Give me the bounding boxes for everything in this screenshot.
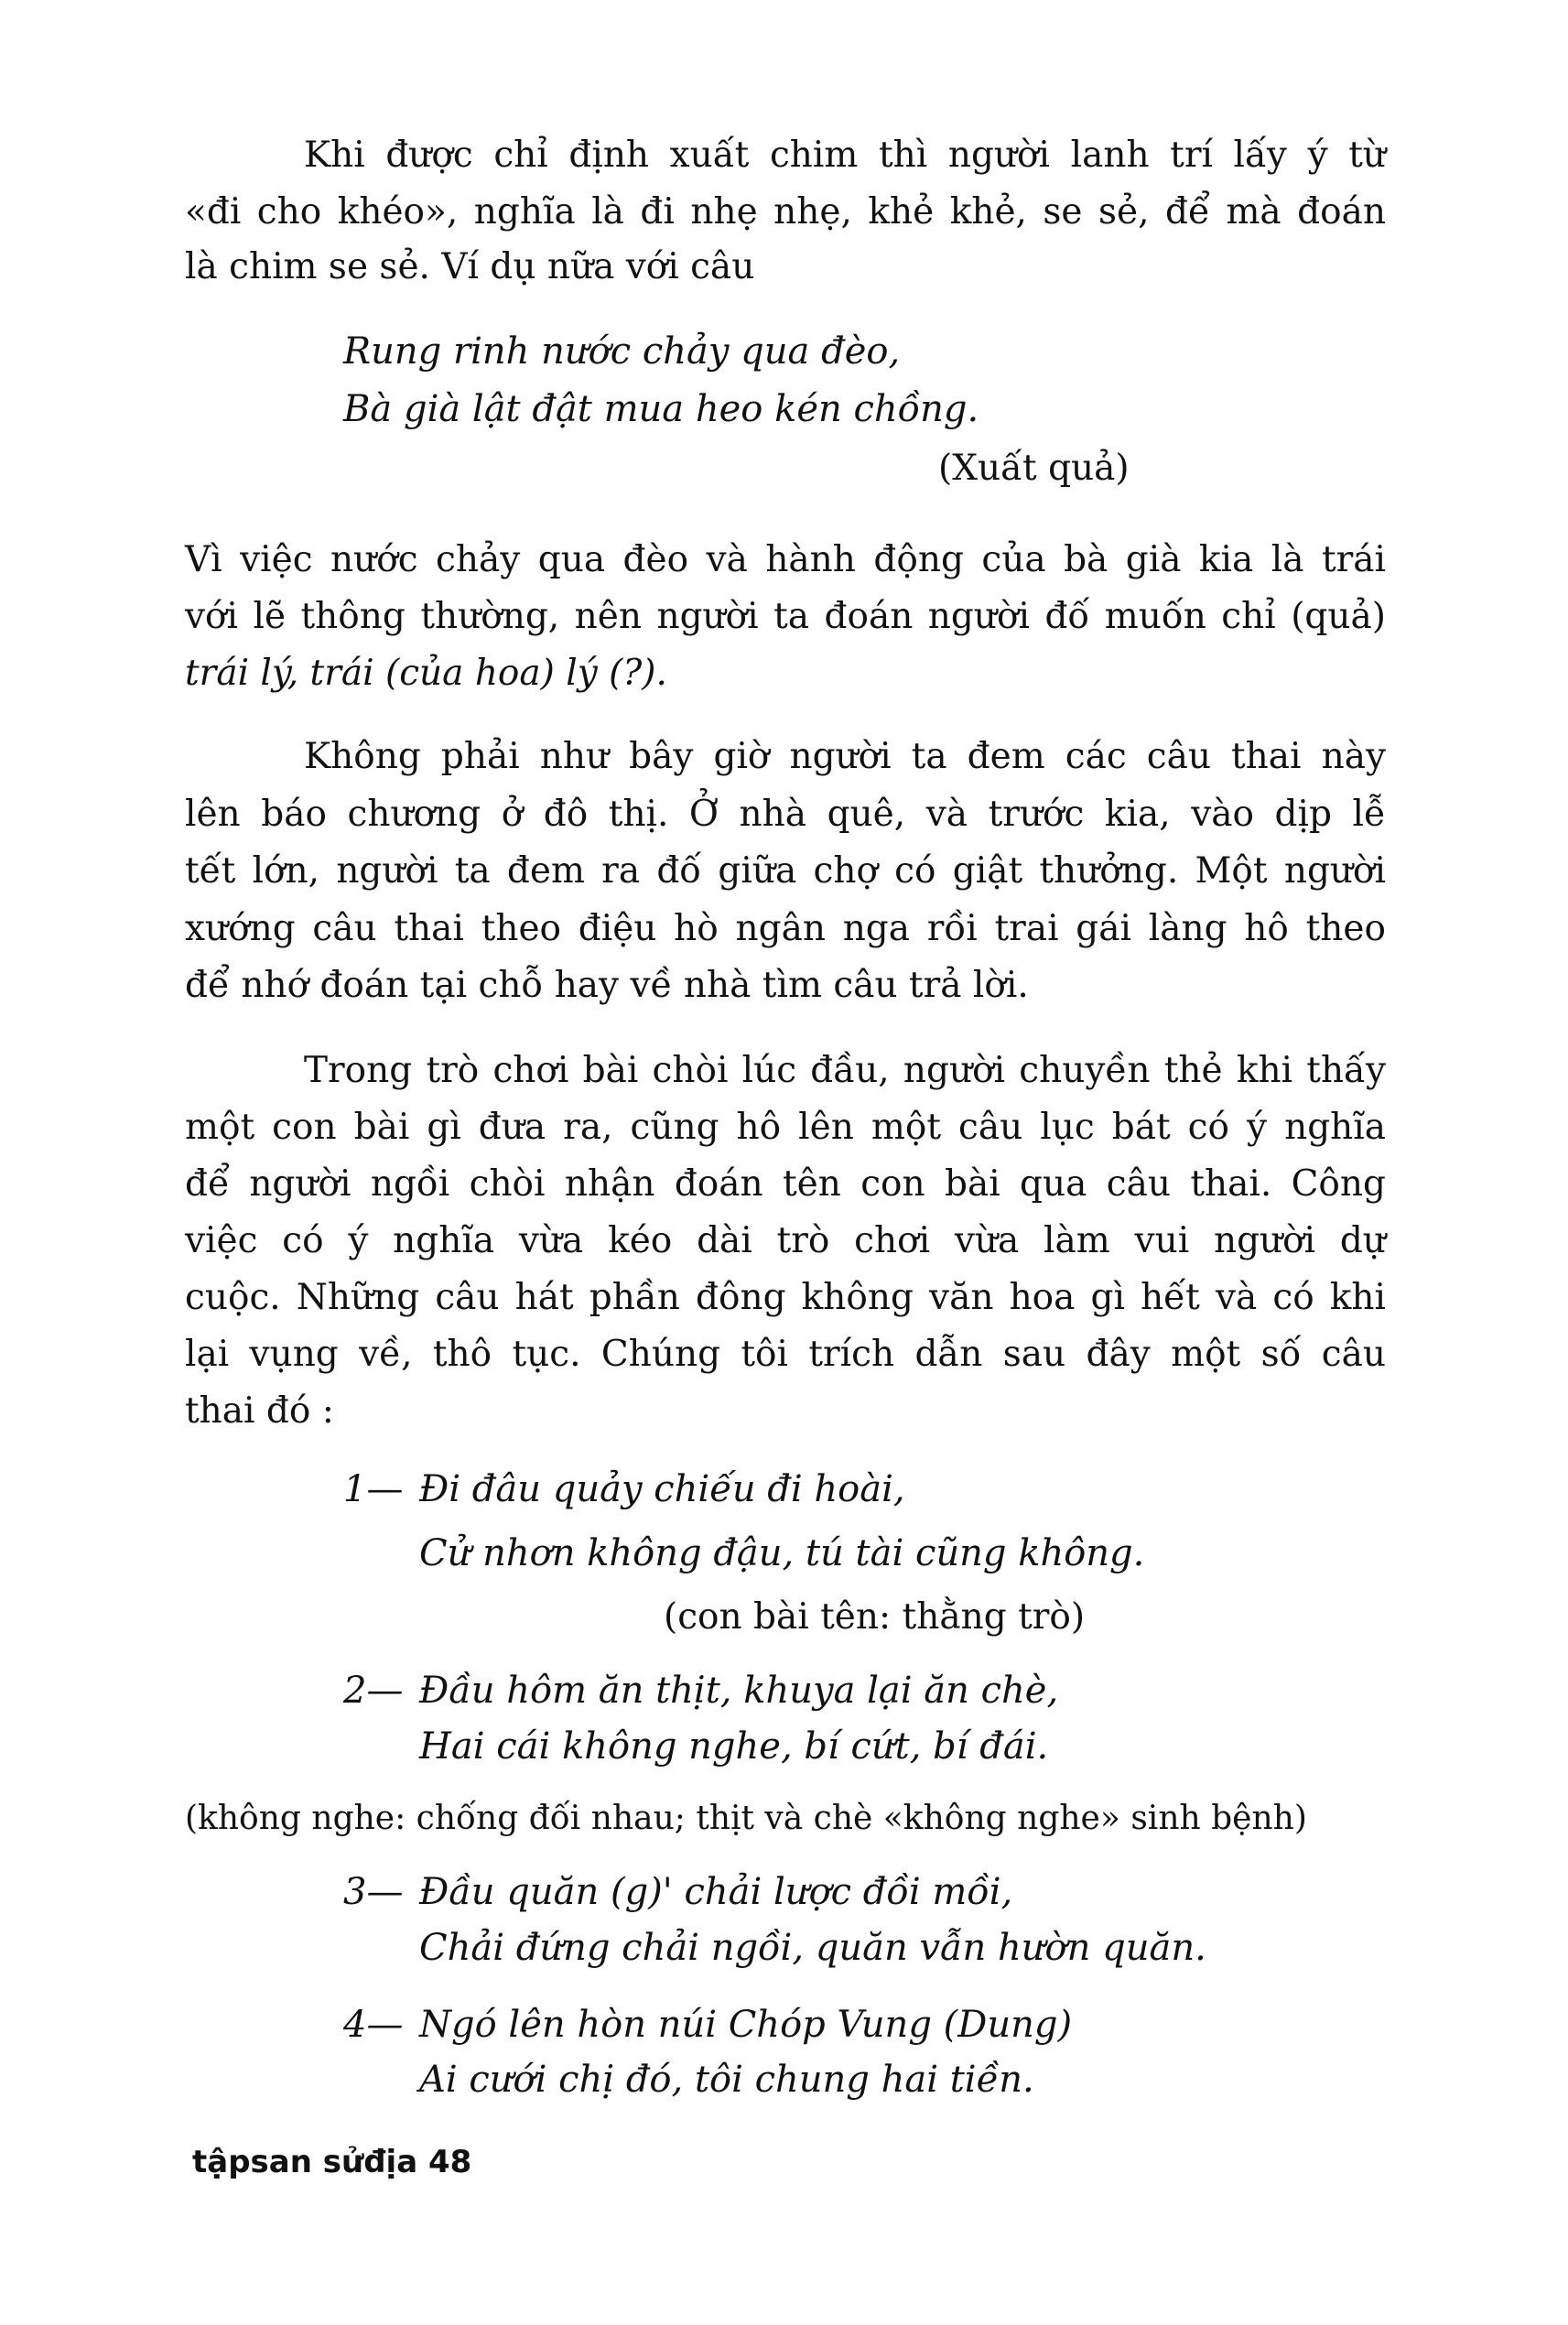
paragraph-1-line: Khi được chỉ định xuất chim thì người lanh trí lấy ý từ <box>304 135 1386 176</box>
riddle-answer: (con bài tên: thằng trò) <box>664 1596 1086 1638</box>
riddle-line: Hai cái không nghe, bí cứt, bí đái. <box>419 1725 1049 1768</box>
page-footer: tậpsan sửđịa 48 <box>192 2144 472 2180</box>
paragraph-3-line: lên báo chương ở đô thị. Ở nhà quê, và trước kia, vào dịp lễ <box>185 794 1386 835</box>
paragraph-4-line: lại vụng về, thô tục. Chúng tôi trích dẫn sau đây một số câu <box>185 1334 1386 1375</box>
riddle-line: Chải đứng chải ngồi, quăn vẫn hườn quăn. <box>419 1927 1206 1969</box>
paragraph-1-line: là chim se sẻ. Ví dụ nữa với câu <box>185 246 755 287</box>
paragraph-4-line: cuộc. Những câu hát phần đông không văn hoa gì hết và có khi <box>185 1277 1386 1318</box>
paragraph-1-line: «đi cho khéo», nghĩa là đi nhẹ nhẹ, khẻ khẻ, se sẻ, để mà đoán <box>185 191 1386 232</box>
paragraph-4-line: Trong trò chơi bài chòi lúc đầu, người chuyền thẻ khi thấy <box>304 1050 1386 1091</box>
riddle-number: 3— <box>343 1871 404 1913</box>
paragraph-4-line: để người ngồi chòi nhận đoán tên con bài qua câu thai. Công <box>185 1163 1386 1205</box>
verse-source: (Xuất quả) <box>938 448 1130 489</box>
paragraph-4-line: một con bài gì đưa ra, cũng hô lên một câu lục bát có ý nghĩa <box>185 1107 1386 1148</box>
paragraph-2-line: trái lý, trái (của hoa) lý (?). <box>185 653 667 694</box>
riddle-note: (không nghe: chống đối nhau; thịt và chè «không nghe» sinh bệnh) <box>185 1800 1307 1837</box>
paragraph-3-line: để nhớ đoán tại chỗ hay về nhà tìm câu trả lời. <box>185 965 1029 1006</box>
riddle-number: 4— <box>343 2004 404 2046</box>
riddle-line: Cử nhơn không đậu, tú tài cũng không. <box>419 1532 1145 1574</box>
paragraph-4-line: thai đó : <box>185 1390 334 1432</box>
paragraph-2-line: Vì việc nước chảy qua đèo và hành động của bà già kia là trái <box>185 539 1386 580</box>
paragraph-2-line: với lẽ thông thường, nên người ta đoán người đố muốn chỉ (quả) <box>185 596 1386 637</box>
verse-line: Bà già lật đật mua heo kén chồng. <box>343 388 979 430</box>
riddle-line: Đi đâu quảy chiếu đi hoài, <box>419 1468 905 1510</box>
verse-line: Rung rinh nước chảy qua đèo, <box>343 330 901 373</box>
paragraph-3-line: xướng câu thai theo điệu hò ngân nga rồi trai gái làng hô theo <box>185 908 1386 949</box>
paragraph-3-line: tết lớn, người ta đem ra đố giữa chợ có giật thưởng. Một người <box>185 850 1386 892</box>
paragraph-4-line: việc có ý nghĩa vừa kéo dài trò chơi vừa làm vui người dự <box>185 1220 1386 1261</box>
riddle-line: Đầu hôm ăn thịt, khuya lại ăn chè, <box>419 1670 1059 1712</box>
paragraph-3-line: Không phải như bây giờ người ta đem các câu thai này <box>304 736 1386 777</box>
riddle-line: Ngó lên hòn núi Chóp Vung (Dung) <box>419 2004 1073 2046</box>
riddle-number: 2— <box>343 1670 404 1712</box>
riddle-line: Đầu quăn (g)' chải lược đồi mồi, <box>419 1871 1013 1913</box>
riddle-number: 1— <box>343 1468 404 1510</box>
riddle-line: Ai cưới chị đó, tôi chung hai tiền. <box>419 2059 1034 2101</box>
